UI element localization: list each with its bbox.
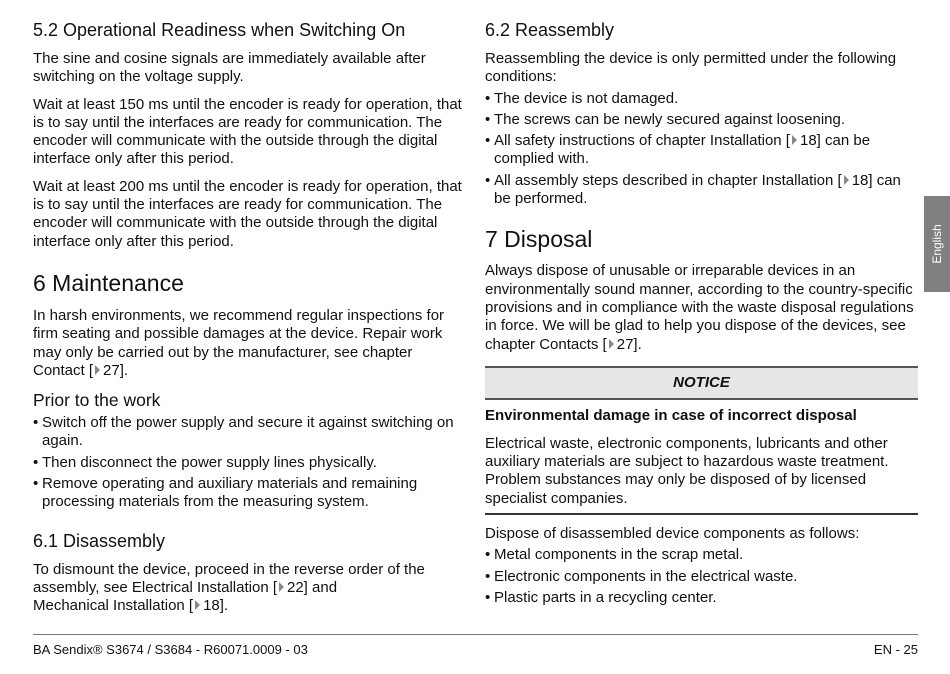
text: 18]. xyxy=(203,597,229,615)
language-side-tab xyxy=(924,196,950,292)
list-item: • Switch off the power supply and secure it against switching on again. xyxy=(33,414,465,451)
text: In harsh environments, we recommend regular inspections for firm seating and possible damages at the device. Repair work may only be carried out by the manufacturer, see chapter Contact [ xyxy=(33,306,445,379)
list-item: • Electronic components in the electrical waste. xyxy=(485,568,918,586)
disposal-list xyxy=(485,546,918,607)
text: All safety instructions of chapter Installation [ xyxy=(494,132,790,150)
page-reference-arrow-icon xyxy=(95,365,100,375)
page-reference-arrow-icon xyxy=(844,175,849,185)
paragraph xyxy=(33,561,465,616)
list-item: • Metal components in the scrap metal. xyxy=(485,546,918,564)
text: 27]. xyxy=(103,361,129,379)
text: All assembly steps described in chapter Installation [ xyxy=(494,171,842,189)
list-item xyxy=(485,172,918,209)
section-5-2-heading: 5.2 Operational Readiness when Switching On xyxy=(33,20,406,40)
section-6-heading: 6 Maintenance xyxy=(33,269,184,296)
paragraph xyxy=(33,307,465,380)
prior-to-work-heading: Prior to the work xyxy=(33,390,161,411)
footer-page-number: EN - 25 xyxy=(873,642,918,657)
section-6-1-heading: 6.1 Disassembly xyxy=(33,530,166,551)
notice-label: NOTICE xyxy=(485,366,918,400)
text: 27]. xyxy=(616,335,642,353)
list-item: • Remove operating and auxiliary materials and remaining processing materials from the measuring system. xyxy=(33,475,465,512)
footer-divider xyxy=(33,634,918,635)
text: 18] can be complied with. xyxy=(494,132,871,168)
page-reference-arrow-icon xyxy=(195,600,200,610)
list-item xyxy=(485,132,918,169)
footer-document-id: BA Sendix® S3674 / S3684 - R60071.0009 - 03 xyxy=(33,642,308,657)
page-reference-arrow-icon xyxy=(609,339,614,349)
paragraph: Reassembling the device is only permitted under the following conditions: xyxy=(485,50,897,86)
notice-divider xyxy=(485,513,918,515)
language-tab-label: English xyxy=(930,224,944,264)
prior-work-list xyxy=(33,414,465,511)
page-reference-arrow-icon xyxy=(279,582,284,592)
text: To dismount the device, proceed in the reverse order of the assembly, see Electrical Installation [ xyxy=(33,560,425,596)
page-reference-arrow-icon xyxy=(792,135,797,145)
section-6-2-heading: 6.2 Reassembly xyxy=(485,20,615,40)
notice-box xyxy=(485,366,918,515)
reassembly-conditions-list xyxy=(485,90,918,209)
paragraph: Wait at least 200 ms until the encoder is ready for operation, that is to say until the interfaces are ready for communication. The encoder will communicate with the outside through the digital interface only after this period. xyxy=(33,177,462,250)
list-item: • The screws can be newly secured against loosening. xyxy=(485,111,918,129)
section-7-heading: 7 Disposal xyxy=(485,226,593,253)
paragraph xyxy=(485,262,918,353)
left-column xyxy=(33,0,465,616)
text: Mechanical Installation [ xyxy=(33,597,194,615)
list-item: • The device is not damaged. xyxy=(485,90,918,108)
paragraph: Wait at least 150 ms until the encoder is ready for operation, that is to say until the interfaces are ready for communication. The encoder will communicate with the outside through the digital interface only after this period. xyxy=(33,95,462,168)
text: Always dispose of unusable or irreparable devices in an environmentally sound manner, according to the country-specific provisions and in compliance with the waste disposal regulations in force. We will be glad to help you dispose of the devices, see chapter Contacts [ xyxy=(485,262,914,353)
notice-title: Environmental damage in case of incorrect disposal xyxy=(485,406,857,424)
list-item: • Then disconnect the power supply lines physically. xyxy=(33,454,465,472)
right-column xyxy=(485,0,918,607)
text: 22] and xyxy=(287,578,338,596)
list-item: • Plastic parts in a recycling center. xyxy=(485,589,918,607)
paragraph: The sine and cosine signals are immediately available after switching on the voltage supply. xyxy=(33,50,426,86)
text: 18] can be performed. xyxy=(494,171,901,208)
paragraph: Dispose of disassembled device components as follows: xyxy=(485,525,860,543)
notice-body: Electrical waste, electronic components, lubricants and other auxiliary materials are subject to hazardous waste treatment. Problem substances may only be disposed of by licensed specialist companies. xyxy=(485,434,889,507)
